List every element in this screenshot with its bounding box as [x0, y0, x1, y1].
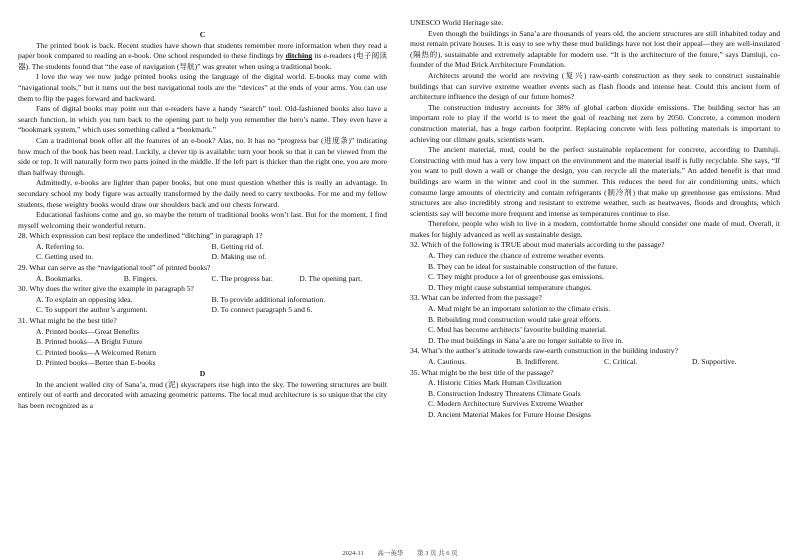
passage-d-paragraph-2: Even though the buildings in Sana’a are thousands of years old, the ancient structures are still inhabited today and most remain private houses. It is easy to see why these mud buildings have not lost their appeal—they are well-insulated (隔热的), sustainable and extremely adaptable for modern use. “It is the architecture of the future,” says Damluji, co-founder of the Mud Brick Architecture Foundation.	[410, 28, 780, 70]
option[interactable]: C. To support the author’s argument.	[36, 305, 148, 315]
option[interactable]: D. The opening part.	[299, 273, 363, 283]
option[interactable]: A. Printed books—Great Benefits	[36, 326, 139, 336]
option[interactable]: C. Critical.	[604, 357, 638, 366]
question-35: 35. What might be the best title of the passage?	[410, 367, 554, 377]
section-d-label: D	[199, 369, 206, 378]
option[interactable]: C. Mud has become architects’ favourite building material.	[428, 325, 607, 335]
option[interactable]: D. Making use of.	[211, 252, 267, 262]
question-30-options-row-2	[36, 305, 387, 316]
option[interactable]: D. Ancient Material Makes for Future House Designs	[428, 409, 591, 419]
option[interactable]: B. Rebuilding mud construction would take great efforts.	[428, 314, 602, 324]
question-30: 30. Why does the writer give the example in paragraph 5?	[18, 284, 194, 294]
underlined-word: ditching	[285, 51, 313, 61]
question-28-options-row-2	[36, 252, 387, 263]
option[interactable]: C. The progress bar.	[211, 273, 273, 283]
question-34: 34. What’s the author’s attitude towards raw-earth construction in the building industry?	[410, 346, 678, 356]
option[interactable]: A. They can reduce the chance of extreme weather events.	[428, 251, 606, 261]
footer-grade: 高一英华	[377, 550, 404, 557]
passage-c-paragraph-5: Admittedly, e-books are lighter than paper books, but one must question whether this is really an advantage. In secondary school my body figure was actually transformed by the daily need to carry textbooks. For me and my fellow students, these weighty books would draw our shoulders back and our chests forward.	[18, 178, 387, 209]
option[interactable]: B. Construction Industry Threatens Climate Goals	[428, 388, 581, 398]
question-31: 31. What might be the best title?	[18, 316, 117, 326]
left-column	[18, 30, 387, 411]
right-column	[410, 18, 780, 421]
question-32: 32. Which of the following is TRUE about mud materials according to the passage?	[410, 240, 665, 250]
option[interactable]: A. Referring to.	[36, 241, 85, 251]
section-c-label: C	[199, 30, 206, 39]
option[interactable]: B. Indifferent.	[516, 357, 560, 366]
option[interactable]: C. Getting used to.	[36, 252, 94, 262]
question-29-options	[36, 274, 387, 285]
passage-c-paragraph-6: Educational fashions come and go, so maybe the return of traditional books won’t last. But for the moment, I find myself welcoming their wonderful return.	[18, 210, 387, 230]
passage-d-paragraph-6: Therefore, people who wish to live in a modern, comfortable home should consider one made of mud. Overall, it makes for highly advanced as well as sustainable design.	[410, 219, 780, 239]
option[interactable]: D. The mud buildings in Sana’a are no longer suitable to live in.	[428, 335, 624, 345]
option[interactable]: A. Historic Cities Mark Human Civilization	[428, 378, 562, 388]
option[interactable]: A. Bookmarks.	[36, 273, 83, 283]
option[interactable]: A. To explain an opposing idea.	[36, 294, 133, 304]
passage-d-intro: In the ancient walled city of Sana’a, mud (泥) skyscrapers rise high into the sky. The towering structures are built entirely out of earth and decorated with amazing geometric patterns. The local mud architecture is so unique that the city has been recognized as a	[18, 379, 387, 410]
option[interactable]: D. They might cause substantial temperature changes.	[428, 282, 592, 292]
option[interactable]: C. Modern Architecture Survives Extreme Weather	[428, 399, 584, 409]
option[interactable]: D. Supportive.	[692, 357, 737, 366]
passage-d-paragraph-5: The ancient material, mud, could be the perfect sustainable replacement for concrete, according to Damluji. Constructing with mud has a very low impact on the environment and the material itself is fully recyclable. She says, “If you want to pull down a wall or change the design, you can recycle all the materials.” An added benefit is that mud buildings are warm in the winter and cool in the summer. This reduces the need for air conditioning units, which consume large amounts of electricity and contain refrigerants (制冷剂) that make up greenhouse gas emissions. Mud structures are also incredibly strong and resistant to extreme weather, such as heatwaves, floods and droughts, which scientists say will become more frequent and intense as temperatures continue to rise.	[410, 145, 780, 218]
option[interactable]: B. Fingers.	[123, 273, 158, 283]
question-30-options-row-1	[36, 295, 387, 306]
option[interactable]: B. To provide additional information.	[211, 294, 326, 304]
question-28: 28. Which expression can best replace the underlined “ditching” in paragraph 1?	[18, 231, 263, 241]
option[interactable]: B. They can be ideal for sustainable construction of the future.	[428, 261, 618, 271]
passage-d-intro-continued: UNESCO World Heritage site.	[410, 18, 504, 27]
passage-c-paragraph-3: Fans of digital books may point out that e-readers have a handy “search” tool. Old-fashioned books also have a search function, in which you turn back to the opening part to help you remember the hero’s name. They even have a “bookmark system,” which uses something called a “bookmark.”	[18, 104, 387, 135]
footer-page-number: 第 3 页 共 6 页	[417, 550, 458, 557]
option[interactable]: A. Mud might be an important solution to the climate crisis.	[428, 304, 611, 314]
passage-d-paragraph-3: Architects around the world are reviving (复兴) raw-earth construction as they seek to construct sustainable buildings that can survive extreme weather events such as flash floods and intense heat. Could this ancient form of architecture influence the design of our future homes?	[410, 70, 780, 102]
footer-date: 2024-11	[342, 550, 364, 557]
page-footer	[300, 548, 500, 557]
passage-c-paragraph-4: Can a traditional book offer all the features of an e-book? Alas, no. It has no “progress bar (进度条)” indicating how much of the book has been read. Luckily, a clever tip is available: turn your book so that it can be viewed from the side or top. It will naturally form two parts joined in the middle. If the left part is thicker than the right one, you are more than halfway through.	[18, 135, 387, 177]
passage-d-paragraph-4: The construction industry accounts for 38% of global carbon dioxide emissions. The building sector has an important role to play if the world is to meet the goal of reaching net zero by 2050. Concrete, a common modern construction material, has a huge carbon footprint. Replacing concrete with less polluting materials is important to achieving our climate goals, scientists warn.	[410, 102, 780, 144]
option[interactable]: C. Printed books—A Welcomed Return	[36, 347, 157, 357]
question-33: 33. What can be inferred from the passage?	[410, 293, 542, 303]
passage-c-paragraph-1: The printed book is back. Recent studies have shown that students remember more information when they read a paper book compared to reading an e-book. One school responded to these findings by ditching its e-readers (电子阅读器). The students found that “the ease of navigation (导航)” was greater when using a traditional book.	[18, 40, 387, 71]
option[interactable]: C. They might produce a lot of greenhouse gas emissions.	[428, 272, 604, 282]
option[interactable]: B. Getting rid of.	[211, 241, 264, 251]
passage-c-paragraph-2: I love the way we now judge printed books using the language of the digital world. E-books may come with “navigational tools,” but it turns out the best navigational tools are the “devices” at the ends of your arms. You can use them to flip the pages forward and backward.	[18, 72, 387, 103]
option[interactable]: D. To connect paragraph 5 and 6.	[211, 305, 313, 315]
option[interactable]: B. Printed books—A Bright Future	[36, 337, 143, 347]
question-34-options	[428, 357, 780, 368]
question-28-options-row-1	[36, 242, 387, 253]
option[interactable]: D. Printed books—Better than E-books	[36, 358, 156, 368]
question-29: 29. What can serve as the “navigational tool” of printed books?	[18, 263, 211, 273]
option[interactable]: A. Cautious.	[428, 357, 467, 366]
